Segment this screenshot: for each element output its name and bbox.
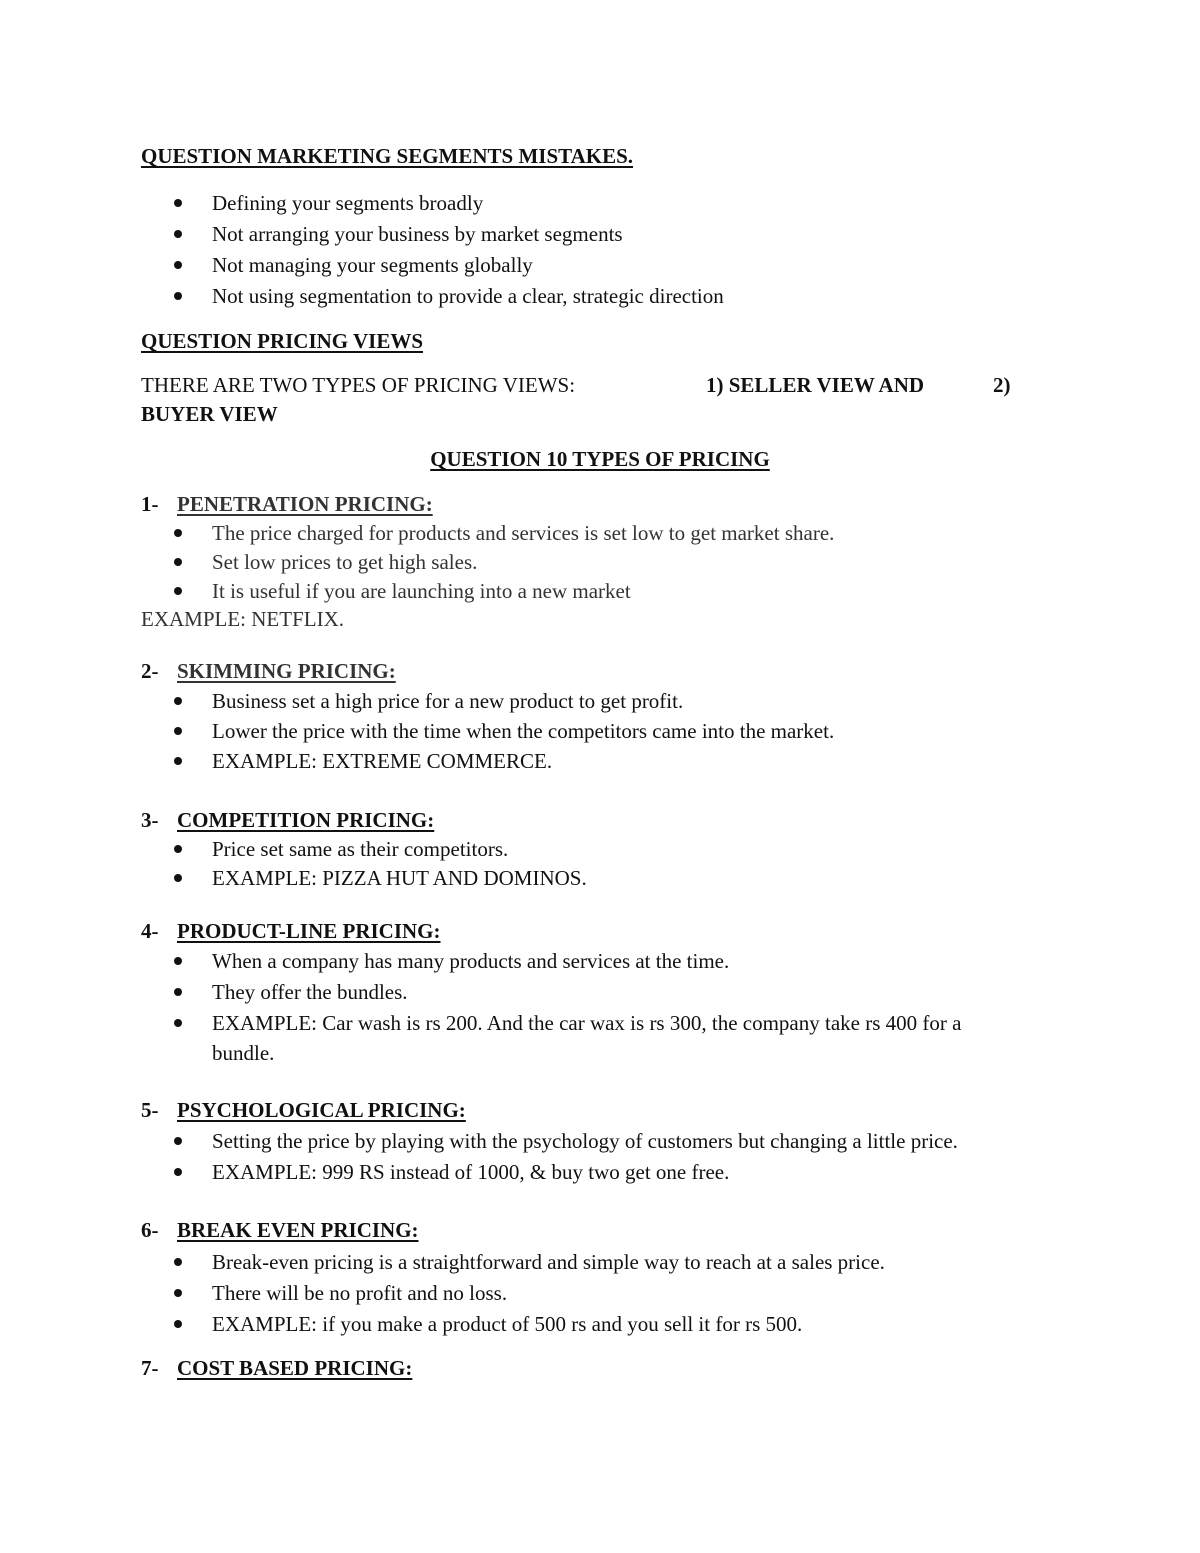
bullet-icon (174, 727, 182, 735)
section-title: PRODUCT-LINE PRICING: (177, 919, 441, 943)
bullet-icon (174, 230, 182, 238)
bullet-icon (174, 874, 182, 882)
bullet-icon (174, 757, 182, 765)
document-page: QUESTION MARKETING SEGMENTS MISTAKES. Defining your segments broadly Not arranging your business by market segments Not managing your segments globally Not using segmentation to provide a clear, strategic direction QUESTION PRICING VIEWS THERE ARE TWO TYPES OF PRICING VIEWS: 1) SELLER VIEW AND 2) BUYER VIEW QUESTION 10 TYPES OF PRICING 1- PENETRATION PRICING: The price charged for products and services is set low to get market share. Set low prices to get high sales. It is useful if you are launching into a new market EXAMPLE: NETFLIX. 2- SKIMMING PRICING: Business set a high price for a new product to get profit. Lower the price with the time when the competitors came into the market. EXAMPLE: EXTREME COMMERCE. 3- COMPETITION PRICING: Price set same as their competitors. EXAMPLE: PIZZA HUT AND DOMINOS. 4- PRODUCT-LINE PRICING: When a company has many products and services at the time. They offer the bundles. EXAMPLE: Car wash is rs 200. And the car wax is rs 300, the company take rs 400 for a bundle. 5- PSYCHOLOGICAL PRICING: Setting the price by playing with the psychology of customers but changing a little price. EXAMPLE: 999 RS instead of 1000, & buy two get one free. 6- BREAK EVEN PRICING: Break-even pricing is a straightforward and simple way to reach at a sales price. There will be no profit and no loss. EXAMPLE: if you make a product of 500 rs and you sell it for rs 500. 7- COST BASED PRICING: (0, 0, 1200, 1553)
section-number: 4- (141, 919, 159, 943)
bullet-icon (174, 587, 182, 595)
bullet-icon (174, 697, 182, 705)
section-number: 5- (141, 1098, 159, 1122)
section-title: PSYCHOLOGICAL PRICING: (177, 1098, 466, 1122)
bullet-icon (174, 558, 182, 566)
section-title: PENETRATION PRICING: (177, 492, 433, 516)
section-example: EXAMPLE: NETFLIX. (141, 607, 344, 631)
section-number: 3- (141, 808, 159, 832)
buyer-view: BUYER VIEW (141, 402, 278, 426)
views-line: THERE ARE TWO TYPES OF PRICING VIEWS: (141, 373, 576, 397)
bullet-icon (174, 261, 182, 269)
bullet-icon (174, 529, 182, 537)
section-number: 1- (141, 492, 159, 516)
buyer-view-number: 2) (993, 373, 1011, 397)
section-number: 2- (141, 659, 159, 683)
section-number: 6- (141, 1218, 159, 1242)
section-title: SKIMMING PRICING: (177, 659, 396, 683)
bullet-icon (174, 292, 182, 300)
bullet-icon (174, 199, 182, 207)
bullet-icon (174, 845, 182, 853)
section-title: COMPETITION PRICING: (177, 808, 435, 832)
bullet-icon (174, 1019, 182, 1027)
seller-view: 1) SELLER VIEW AND (706, 373, 925, 397)
views-heading: QUESTION PRICING VIEWS (141, 329, 424, 353)
bullet-icon (174, 1137, 182, 1145)
list-item-continuation: bundle. (212, 1041, 275, 1065)
section-title: BREAK EVEN PRICING: (177, 1218, 419, 1242)
bullet-icon (174, 988, 182, 996)
bullet-icon (174, 1289, 182, 1297)
segments-heading: QUESTION MARKETING SEGMENTS MISTAKES. (141, 144, 634, 168)
bullet-icon (174, 957, 182, 965)
types-heading: QUESTION 10 TYPES OF PRICING (430, 447, 770, 471)
section-number: 7- (141, 1356, 159, 1380)
bullet-icon (174, 1320, 182, 1328)
bullet-icon (174, 1258, 182, 1266)
bullet-icon (174, 1168, 182, 1176)
section-title: COST BASED PRICING: (177, 1356, 413, 1380)
